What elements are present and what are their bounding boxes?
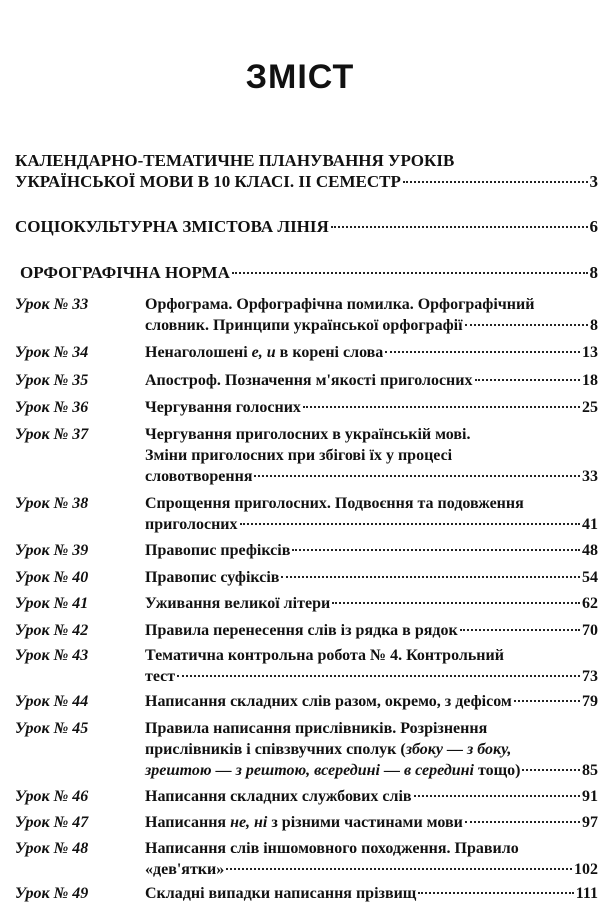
leader-dots (232, 272, 588, 274)
page-number: 48 (582, 542, 598, 559)
lesson-title-line1: Орфограма. Орфографічна помилка. Орфографічний (145, 296, 535, 313)
toc-lesson-36[interactable] (15, 397, 598, 418)
lesson-number: Урок № 43 (15, 647, 89, 664)
page-number: 111 (575, 885, 598, 902)
page-number: 6 (589, 217, 598, 236)
page-number: 73 (582, 668, 598, 685)
page-number: 54 (582, 569, 598, 586)
page-number: 18 (582, 372, 598, 389)
leader-dots (254, 475, 580, 477)
leader-dots (226, 868, 572, 870)
toc-lesson-43[interactable] (15, 645, 598, 687)
lesson-title: Написання не, ні з різними частинами мови (145, 814, 463, 831)
toc-lesson-47[interactable] (15, 812, 598, 833)
lesson-title-line1: Правила написання прислівників. Розрізнення (145, 720, 488, 737)
page-number: 102 (574, 861, 598, 878)
leader-dots (385, 351, 580, 353)
leader-dots (418, 892, 573, 894)
lesson-number: Урок № 39 (15, 542, 89, 559)
section-title-line1: КАЛЕНДАРНО-ТЕМАТИЧНЕ ПЛАНУВАННЯ УРОКІВ (15, 151, 455, 170)
lesson-number: Урок № 44 (15, 693, 89, 710)
toc-section-calendar[interactable] (15, 150, 598, 192)
lesson-title-line2: «дев'ятки» (145, 861, 225, 878)
toc-lesson-49[interactable] (15, 883, 598, 904)
lesson-title-line1: Спрощення приголосних. Подвоєння та подовження (145, 495, 524, 512)
toc-lesson-38[interactable] (15, 493, 598, 535)
leader-dots (177, 675, 580, 677)
page-number: 79 (582, 693, 598, 710)
toc-lesson-34[interactable] (15, 342, 598, 363)
page-number: 91 (582, 788, 598, 805)
toc-lesson-33[interactable] (15, 294, 598, 336)
page-number: 85 (582, 762, 598, 779)
lesson-title-line2: прислівників і співзвучних сполук (збоку — з боку, (145, 741, 512, 758)
lesson-title: Ненаголошені е, и в корені слова (145, 344, 384, 361)
page-number: 70 (582, 622, 598, 639)
leader-dots (522, 769, 580, 771)
lesson-title: Апостроф. Позначення м'якості приголосних (145, 372, 473, 389)
lesson-number: Урок № 49 (15, 885, 89, 902)
leader-dots (303, 406, 580, 408)
lesson-title: Чергування голосних (145, 399, 301, 416)
lesson-title: Правила перенесення слів із рядка в рядок (145, 622, 458, 639)
toc-lesson-44[interactable] (15, 691, 598, 712)
lesson-number: Урок № 48 (15, 840, 89, 857)
page-number: 25 (582, 399, 598, 416)
leader-dots (240, 523, 580, 525)
leader-dots (465, 821, 580, 823)
lesson-number: Урок № 33 (15, 296, 89, 313)
lesson-title: Правопис префіксів (145, 542, 291, 559)
toc-lesson-39[interactable] (15, 540, 598, 561)
leader-dots (332, 602, 580, 604)
lesson-title: Складні випадки написання прізвищ (145, 885, 417, 902)
lesson-title-line1: Тематична контрольна робота № 4. Контрольний (145, 647, 504, 664)
lesson-title-line2: тест (145, 668, 176, 685)
page-number: 62 (582, 595, 598, 612)
lesson-title-line1: Чергування приголосних в українській мові. (145, 426, 471, 443)
page-number: 41 (582, 516, 598, 533)
page-title: ЗМІСТ (245, 58, 355, 96)
toc-lesson-37[interactable] (15, 424, 598, 487)
leader-dots (514, 700, 580, 702)
page-number: 13 (582, 344, 598, 361)
page-number: 97 (582, 814, 598, 831)
toc-lesson-41[interactable] (15, 593, 598, 614)
page-number: 3 (589, 172, 598, 191)
lesson-title: Написання складних слів разом, окремо, з дефісом (145, 693, 512, 710)
lesson-number: Урок № 34 (15, 344, 89, 361)
leader-dots (475, 379, 581, 381)
page-number: 8 (589, 263, 598, 282)
toc-section-sociocultural[interactable] (15, 216, 598, 237)
lesson-number: Урок № 37 (15, 426, 89, 443)
toc-lesson-35[interactable] (15, 370, 598, 391)
lesson-title-line3: зрештою — з рештою, всередині — в середині тощо) (145, 762, 521, 779)
leader-dots (292, 549, 580, 551)
lesson-number: Урок № 36 (15, 399, 89, 416)
toc-lesson-46[interactable] (15, 786, 598, 807)
lesson-title: Написання складних службових слів (145, 788, 412, 805)
leader-dots (281, 576, 580, 578)
toc-lesson-45[interactable] (15, 718, 598, 781)
leader-dots (414, 795, 580, 797)
lesson-title-line1: Написання слів іншомовного походження. Правило (145, 840, 519, 857)
lesson-number: Урок № 42 (15, 622, 89, 639)
leader-dots (331, 226, 588, 228)
leader-dots (465, 324, 588, 326)
section-title: ОРФОГРАФІЧНА НОРМА (20, 263, 230, 282)
lesson-number: Урок № 47 (15, 814, 89, 831)
toc-lesson-40[interactable] (15, 567, 598, 588)
lesson-number: Урок № 38 (15, 495, 89, 512)
lesson-title-line2: Зміни приголосних при збігові їх у процесі (145, 447, 453, 464)
lesson-title-line2: словник. Принципи української орфографії (145, 317, 463, 334)
toc-lesson-42[interactable] (15, 620, 598, 641)
page-number: 33 (582, 468, 598, 485)
leader-dots (403, 181, 588, 183)
section-title-line2: УКРАЇНСЬКОЇ МОВИ В 10 КЛАСІ. ІІ СЕМЕСТР (15, 172, 401, 191)
page-number: 8 (590, 317, 598, 334)
toc-lesson-48[interactable] (15, 838, 598, 880)
leader-dots (460, 629, 580, 631)
toc-section-orthographic[interactable] (20, 262, 598, 283)
lesson-number: Урок № 40 (15, 569, 89, 586)
lesson-title: Правопис суфіксів (145, 569, 280, 586)
lesson-title-line3: словотворення (145, 468, 253, 485)
lesson-number: Урок № 45 (15, 720, 89, 737)
lesson-number: Урок № 35 (15, 372, 89, 389)
lesson-number: Урок № 41 (15, 595, 89, 612)
lesson-title: Уживання великої літери (145, 595, 331, 612)
lesson-title-line2: приголосних (145, 516, 238, 533)
section-title: СОЦІОКУЛЬТУРНА ЗМІСТОВА ЛІНІЯ (15, 217, 329, 236)
lesson-number: Урок № 46 (15, 788, 89, 805)
